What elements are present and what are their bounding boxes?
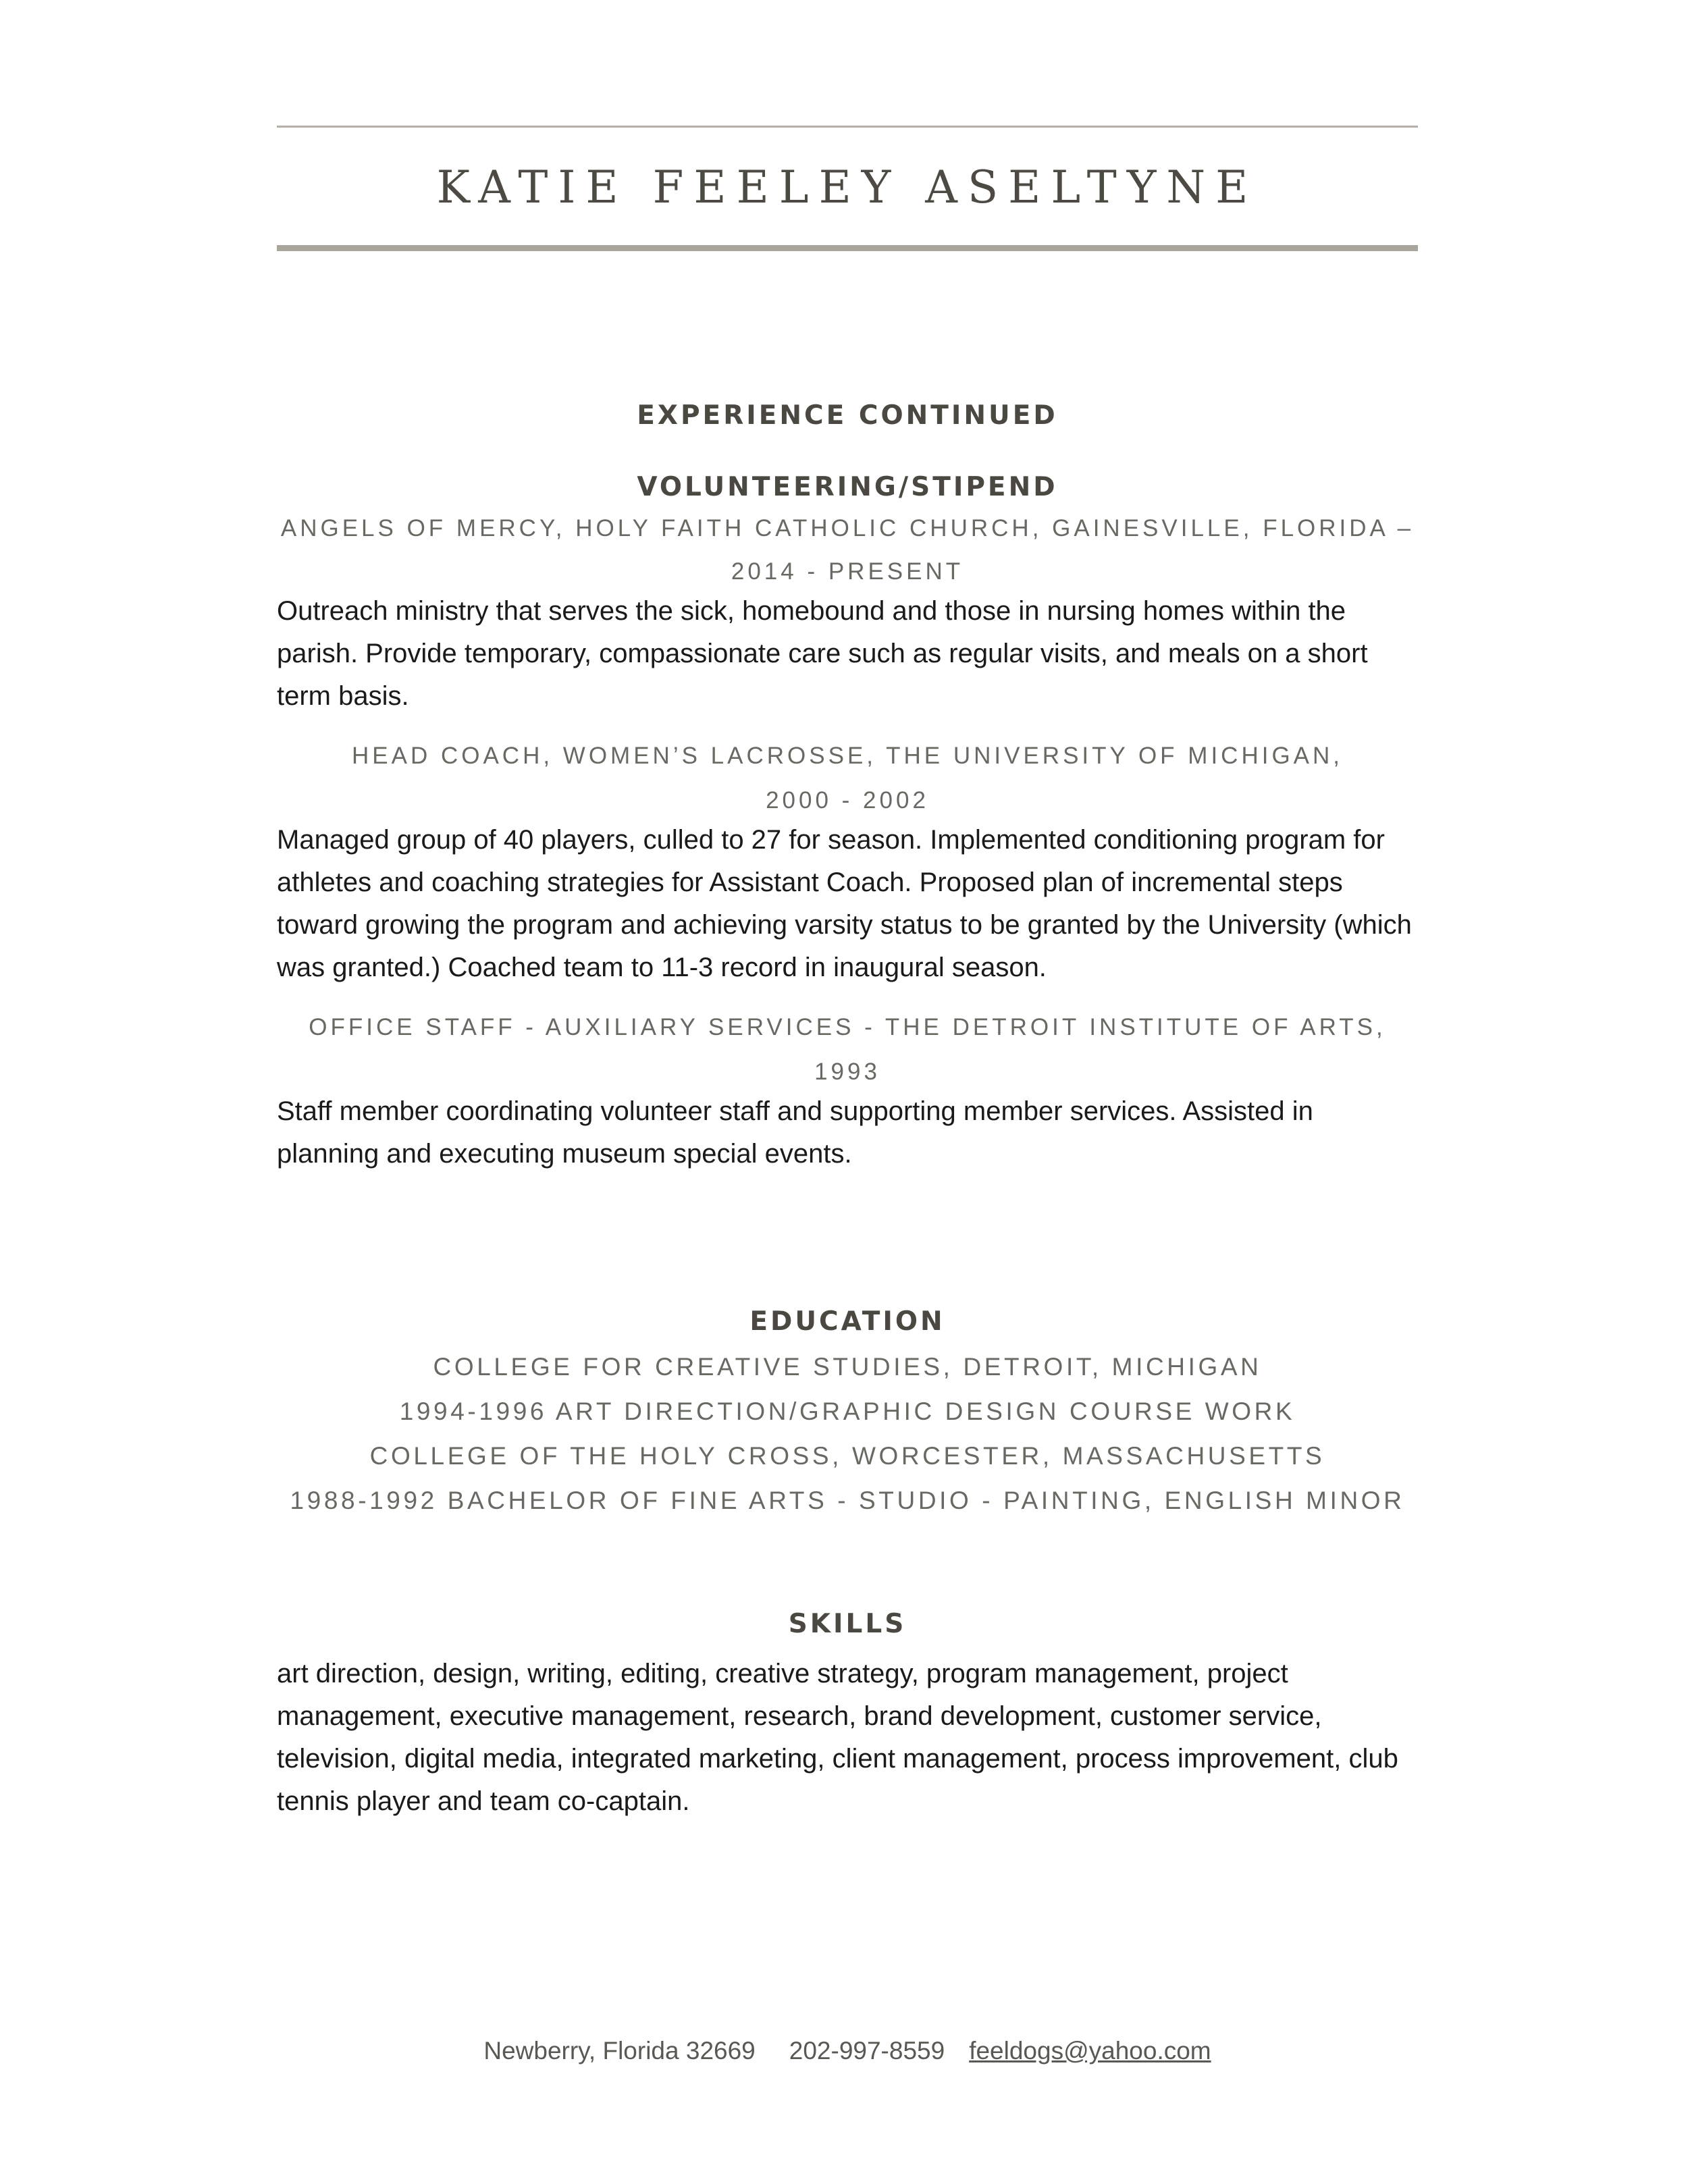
contact-footer	[277, 2032, 1418, 2070]
entry-dates: 2000 - 2002	[766, 787, 929, 814]
volunteering-subheading: VOLUNTEERING/STIPEND	[637, 472, 1058, 502]
entry-description: Staff member coordinating volunteer staff and supporting member services. Assisted in planning and executing museum special events.	[277, 1096, 1313, 1169]
skills-text: art direction, design, writing, editing, creative strategy, program management, project management, executive management, research, brand development, customer service, television, digital media, integrated marketing, client management, process improvement, club tennis player and team co-captain.	[277, 1659, 1398, 1816]
resume-page	[277, 0, 1418, 2184]
education-line: 1994-1996 ART DIRECTION/GRAPHIC DESIGN COURSE WORK	[399, 1397, 1296, 1425]
education-heading: EDUCATION	[749, 1306, 945, 1337]
entry-dates: 2014 - PRESENT	[731, 558, 964, 585]
education-line: 1988-1992 BACHELOR OF FINE ARTS - STUDIO - PAINTING, ENGLISH MINOR	[290, 1487, 1405, 1514]
experience-entry	[277, 506, 1418, 718]
footer-address: Newberry, Florida 32669	[483, 2037, 756, 2065]
candidate-name: KATIE FEELEY ASELTYNE	[436, 161, 1259, 213]
education-line: COLLEGE OF THE HOLY CROSS, WORCESTER, MASSACHUSETTS	[369, 1442, 1325, 1470]
entry-description: Outreach ministry that serves the sick, homebound and those in nursing homes within the parish. Provide temporary, compassionate care such as regular visits, and meals on a short term basis.	[277, 596, 1368, 711]
entry-title: ANGELS OF MERCY, HOLY FAITH CATHOLIC CHURCH, GAINESVILLE, FLORIDA –	[280, 515, 1415, 541]
education-line: COLLEGE FOR CREATIVE STUDIES, DETROIT, MICHIGAN	[433, 1353, 1262, 1381]
footer-phone: 202-997-8559	[789, 2037, 945, 2065]
experience-entry	[277, 734, 1418, 989]
experience-section	[277, 397, 1418, 1175]
skills-heading: SKILLS	[788, 1609, 907, 1639]
header-bottom-rule	[277, 245, 1418, 251]
entry-title: OFFICE STAFF - AUXILIARY SERVICES - THE DETROIT INSTITUTE OF ARTS,	[309, 1014, 1386, 1040]
education-section	[277, 1303, 1418, 1523]
entry-title: HEAD COACH, WOMEN’S LACROSSE, THE UNIVERSITY OF MICHIGAN,	[351, 743, 1344, 769]
entry-description: Managed group of 40 players, culled to 27 for season. Implemented conditioning program for athletes and coaching strategies for Assistant Coach. Proposed plan of incremental steps toward growing the program and achieving varsity status to be granted by the University (which was granted.) Coached team to 11-3 record in inaugural season.	[277, 825, 1412, 982]
header-top-rule	[277, 126, 1418, 128]
entry-dates: 1993	[814, 1059, 880, 1085]
experience-entry	[277, 1005, 1418, 1175]
experience-heading: EXPERIENCE CONTINUED	[637, 400, 1058, 431]
skills-section	[277, 1605, 1418, 1823]
footer-email-link[interactable]: feeldogs@yahoo.com	[969, 2037, 1211, 2065]
